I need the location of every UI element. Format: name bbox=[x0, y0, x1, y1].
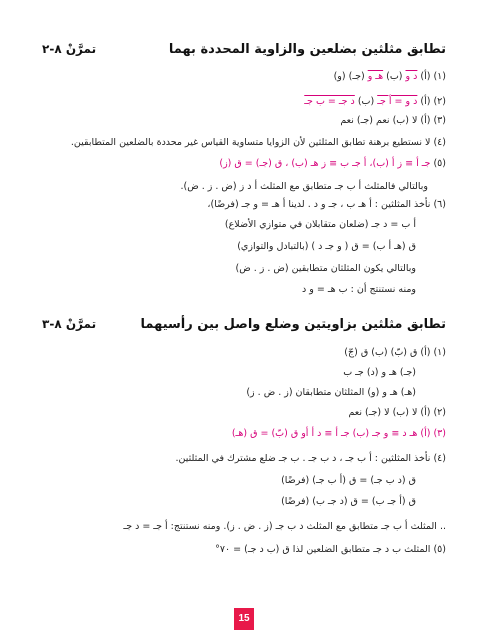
exercise-label: تمرَّنْ ٨-٢ bbox=[42, 42, 97, 56]
answer-line: أ ب = د جـ (ضلعان متقابلان في متوازي الأضلاع) bbox=[224, 219, 416, 230]
answer-line: (١) (أ) ق (بّ) (ب) ق (جّ) bbox=[344, 347, 446, 358]
answer-line: (١) (أ) د و (ب) هـ و (جـ) (و) bbox=[333, 71, 446, 82]
answer-line: (٥) جـ أ ≡ ز أ (ب)، أ جـ ب ≡ ز هـ (ب) ، ق (جـ) = ق (ز) bbox=[219, 158, 446, 169]
exercise-label: تمرَّنْ ٨-٣ bbox=[42, 317, 97, 331]
answer-line: (٤) لا نستطيع برهنة تطابق المثلثين لأن الزوايا متساوية القياس غير محددة بالضلعين المتطابقين. bbox=[70, 137, 446, 148]
answer-line: ومنه نستنتج أن : ب هـ = و د bbox=[302, 284, 416, 295]
answer-line: (٦) نأخذ المثلثين : أ هـ ب ، جـ و د . لدينا أ هـ = و جـ (فرضًا)، bbox=[207, 199, 446, 210]
answer-line: (٢) (أ) لا (ب) لا (جـ) نعم bbox=[348, 407, 446, 418]
section-title: تطابق مثلثين بضلعين والزاوية المحددة بهما bbox=[168, 42, 446, 57]
section-title: تطابق مثلثين بزاويتين وضلع واصل بين رأسيهما bbox=[140, 317, 446, 332]
answer-line: وبالتالي يكون المثلثان متطابقين (ض . ز . ض) bbox=[235, 263, 416, 274]
answer-line: (هـ) هـ و (و) المثلثان متطابقان (ز . ض . ز) bbox=[246, 387, 416, 398]
answer-line: ق (هـ أ ب) = ق ( و جـ د ) (بالتبادل والتوازي) bbox=[237, 241, 416, 252]
answer-line: (٤) نأخذ المثلثين : أ ب جـ ، د ب جـ . ب جـ ضلع مشترك في المثلثين. bbox=[175, 453, 446, 464]
answer-line: .. المثلث أ ب جـ متطابق مع المثلث د ب جـ (ز . ض . ز). ومنه نستنتج: أ جـ = د جـ bbox=[123, 521, 446, 532]
page-number: 15 bbox=[234, 608, 254, 630]
answer-line: (٥) المثلث ب د جـ متطابق الضلعين لذا ق (ب د جـ) = ٧٠° bbox=[215, 544, 446, 555]
answer-line: (جـ) هـ و (د) جـ ب bbox=[343, 367, 416, 378]
answer-line: ق (د ب جـ) = ق (أ ب جـ) (فرضًا) bbox=[281, 475, 416, 486]
answer-line: (٢) (أ) د و = أ جـ (ب) د جـ = ب جـ bbox=[304, 96, 446, 107]
answer-line: (٣) (أ) لا (ب) نعم (جـ) نعم bbox=[340, 115, 446, 126]
answer-line: وبالتالي فالمثلث أ ب جـ متطابق مع المثلث أ د ز (ض . ز . ض). bbox=[180, 181, 428, 192]
answer-line: ق (أ جـ ب) = ق (د جـ ب) (فرضًا) bbox=[281, 496, 416, 507]
answer-line: (٣) (أ) هـ د ≡ و جـ (ب) جـ أ ≡ د أ أو ق (بّ) = ق (هـ) bbox=[231, 428, 446, 439]
